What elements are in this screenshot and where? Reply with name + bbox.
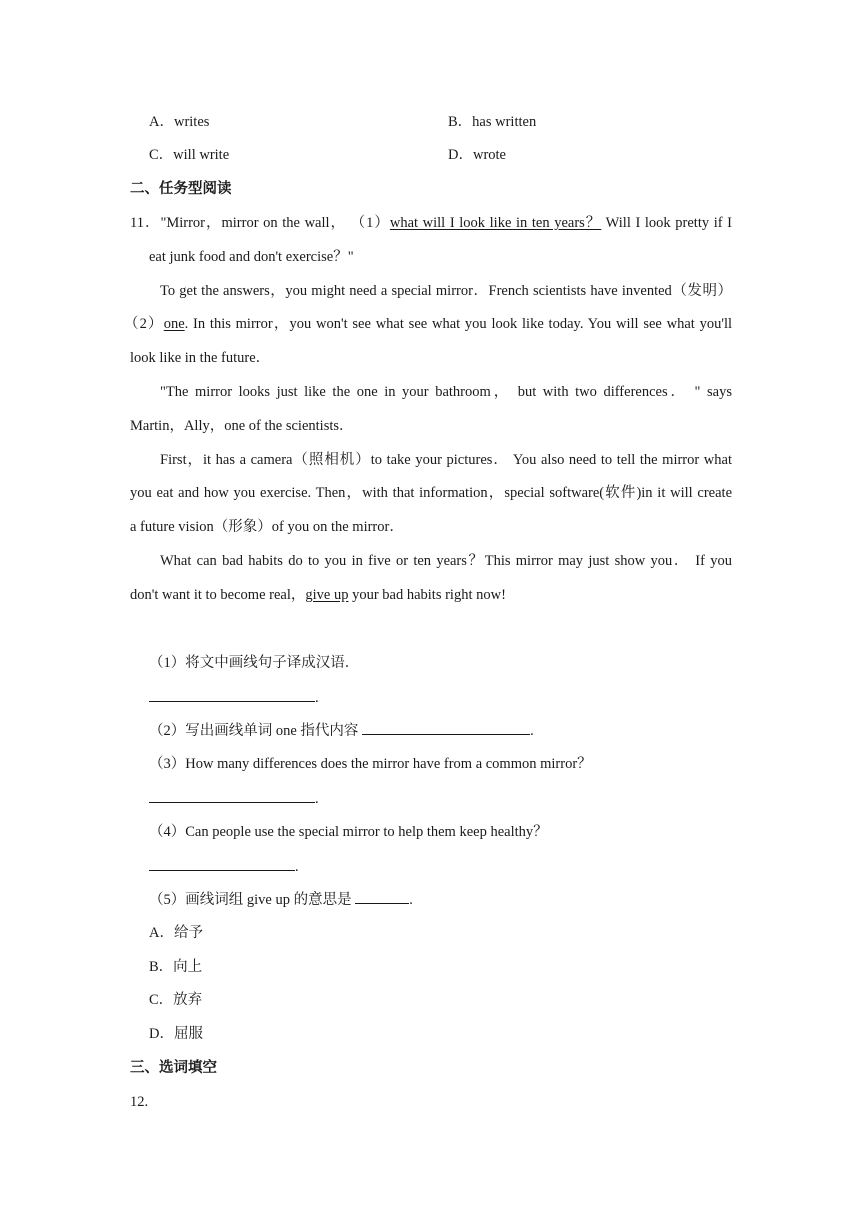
sub-question-4: （4）Can people use the special mirror to help them keep healthy？ <box>149 824 548 840</box>
sub-question-5: （5）画线词组 give up 的意思是 . <box>149 889 413 910</box>
underlined-phrase-give-up: give up <box>305 587 349 603</box>
passage-paragraph-4-line-2: you eat and how you exercise. Then，with that information，special software(软件)in it will create <box>130 485 732 501</box>
section-title-word-fill: 三、选词填空 <box>130 1060 217 1076</box>
q10-option-c: C．will write <box>149 147 230 163</box>
question-12-number: 12. <box>130 1094 149 1110</box>
sub-question-2: （2）写出画线单词 one 指代内容 . <box>149 720 534 741</box>
passage-paragraph-3-line-1: "The mirror looks just like the one in your bathroom， but with two differences． " says <box>160 384 732 400</box>
passage-paragraph-5-line-1: What can bad habits do to you in five or ten years？This mirror may just show you． If you <box>160 553 732 569</box>
passage-paragraph-1-line-1: 11．"Mirror，mirror on the wall， （1）what will I look like in ten years？ Will I look pretty if I <box>130 215 733 231</box>
passage-paragraph-2-line-2: （2）one. In this mirror，you won't see what see what you look like today. You will see what you'll <box>124 316 732 332</box>
answer-blank-2[interactable] <box>362 720 530 735</box>
answer-blank-4[interactable] <box>149 856 295 871</box>
sub-question-1: （1）将文中画线句子译成汉语． <box>149 655 360 671</box>
passage-paragraph-1-line-2: eat junk food and don't exercise？" <box>149 249 354 265</box>
answer-line-4[interactable]: . <box>149 856 299 877</box>
sub-question-5-option-b: B．向上 <box>149 959 203 975</box>
question-number: 11． <box>130 215 161 231</box>
sub-question-5-option-c: C．放弃 <box>149 992 203 1008</box>
answer-blank-5[interactable] <box>355 889 409 904</box>
q10-option-a: A．writes <box>149 114 210 130</box>
sub-question-3: （3）How many differences does the mirror have from a common mirror？ <box>149 756 592 772</box>
answer-line-3[interactable]: . <box>149 788 319 809</box>
passage-paragraph-5-line-2: don't want it to become real，give up your bad habits right now! <box>130 587 506 603</box>
answer-line-1[interactable]: . <box>149 687 319 708</box>
underlined-word-one: one <box>163 316 185 332</box>
sub-question-5-option-d: D．屈服 <box>149 1026 203 1042</box>
section-title-task-reading: 二、任务型阅读 <box>130 181 232 197</box>
passage-paragraph-2-line-3: look like in the future． <box>130 350 271 366</box>
passage-paragraph-3-line-2: Martin，Ally，one of the scientists． <box>130 418 354 434</box>
passage-paragraph-4-line-1: First，it has a camera（照相机）to take your pictures． You also need to tell the mirror what <box>160 452 732 468</box>
answer-blank-1[interactable] <box>149 687 315 702</box>
underlined-sentence: what will I look like in ten years？ <box>389 215 602 231</box>
passage-paragraph-4-line-3: a future vision（形象）of you on the mirror． <box>130 519 404 535</box>
passage-paragraph-2-line-1: To get the answers，you might need a special mirror．French scientists have invented（发明） <box>160 283 732 299</box>
sub-question-5-option-a: A．给予 <box>149 925 203 941</box>
q10-option-b: B．has written <box>448 114 537 130</box>
q10-option-d: D．wrote <box>448 147 506 163</box>
answer-blank-3[interactable] <box>149 788 315 803</box>
